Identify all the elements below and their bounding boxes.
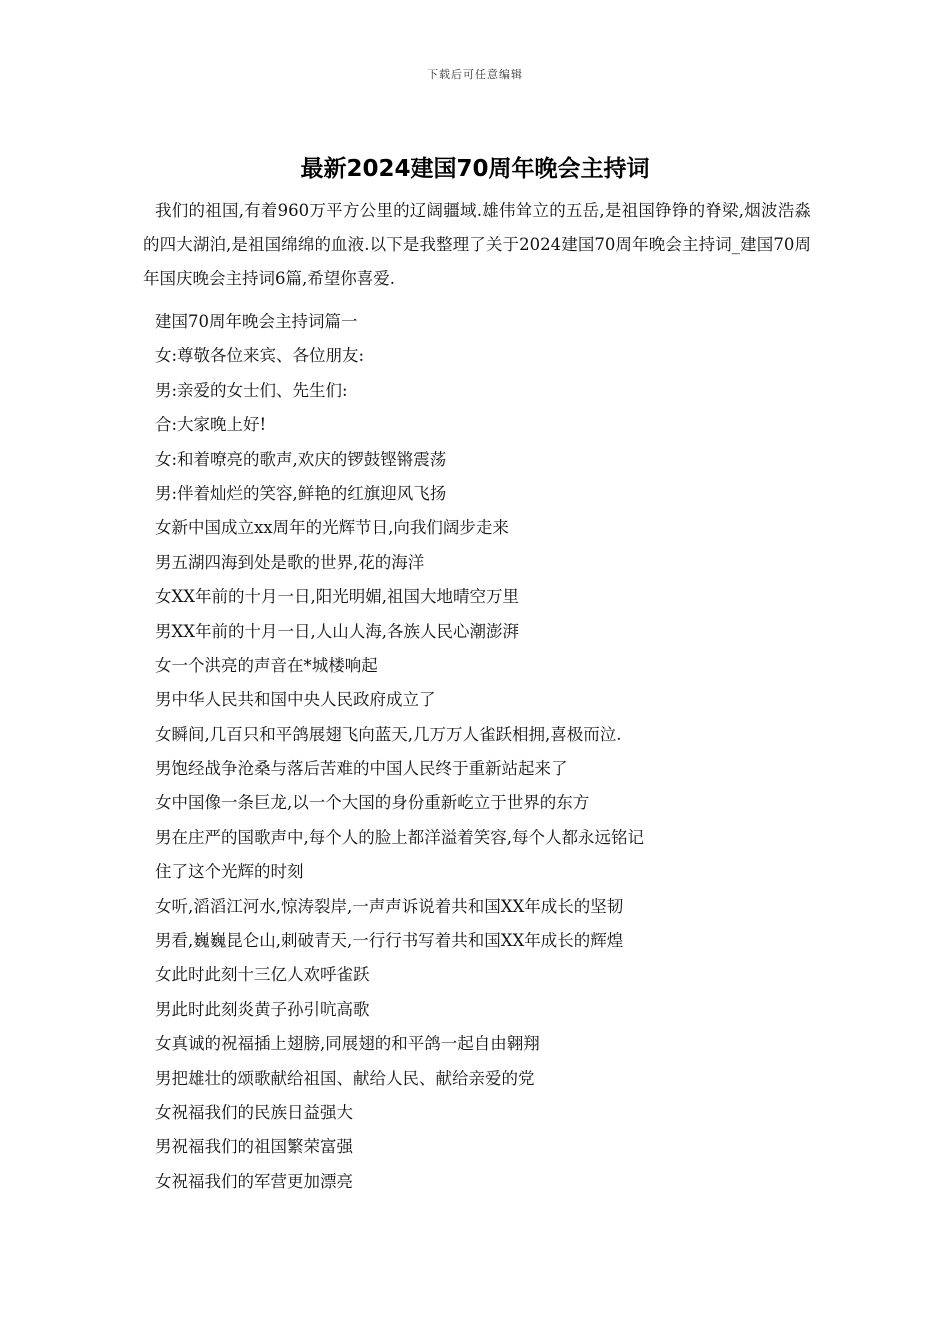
script-line: 男此时此刻炎黄子孙引吭高歌 (155, 999, 370, 1019)
script-line: 女瞬间,几百只和平鸽展翅飞向蓝天,几万万人雀跃相拥,喜极而泣. (155, 724, 622, 744)
script-line: 男在庄严的国歌声中,每个人的脸上都洋溢着笑容,每个人都永远铭记 (155, 827, 644, 847)
script-line: 女XX年前的十月一日,阳光明媚,祖国大地晴空万里 (155, 587, 519, 607)
script-line: 女新中国成立xx周年的光辉节日,向我们阔步走来 (155, 518, 509, 538)
script-line: 女:尊敬各位来宾、各位朋友: (155, 346, 365, 366)
script-line: 女祝福我们的民族日益强大 (155, 1102, 353, 1122)
script-line: 男饱经战争沧桑与落后苦难的中国人民终于重新站起来了 (155, 759, 568, 779)
script-line: 女此时此刻十三亿人欢呼雀跃 (155, 965, 370, 985)
script-line: 女祝福我们的军营更加漂亮 (155, 1171, 353, 1191)
intro-paragraph: 我们的祖国,有着960万平方公里的辽阔疆域.雄伟耸立的五岳,是祖国铮铮的脊梁,烟波浩淼的四大湖泊,是祖国绵绵的血液.以下是我整理了关于2024建国70周年晚会主持词_建国70周年国庆晚会主持词6篇,希望你喜爱. (143, 201, 811, 288)
script-lines (155, 305, 815, 1199)
script-line: 女:和着嘹亮的歌声,欢庆的锣鼓铿锵震荡 (155, 449, 447, 469)
script-line: 女听,滔滔江河水,惊涛裂岸,一声声诉说着共和国XX年成长的坚韧 (155, 896, 624, 916)
script-line: 男中华人民共和国中央人民政府成立了 (155, 690, 436, 710)
script-line: 男:伴着灿烂的笑容,鲜艳的红旗迎风飞扬 (155, 483, 447, 503)
script-line: 男:亲爱的女士们、先生们: (155, 380, 348, 400)
script-line: 男XX年前的十月一日,人山人海,各族人民心潮澎湃 (155, 621, 519, 641)
script-line: 男看,巍巍昆仑山,刺破青天,一行行书写着共和国XX年成长的辉煌 (155, 931, 624, 951)
script-line: 合:大家晚上好! (155, 415, 267, 435)
script-line: 住了这个光辉的时刻 (155, 862, 304, 882)
script-line: 男五湖四海到处是歌的世界,花的海洋 (155, 552, 425, 572)
script-line: 男祝福我们的祖国繁荣富强 (155, 1137, 353, 1157)
page-header-note: 下载后可任意编辑 (427, 68, 523, 81)
script-line: 建国70周年晚会主持词篇一 (155, 312, 358, 331)
script-line: 女一个洪亮的声音在*城楼响起 (155, 655, 378, 675)
script-line: 女中国像一条巨龙,以一个大国的身份重新屹立于世界的东方 (155, 793, 590, 813)
script-line: 男把雄壮的颂歌献给祖国、献给人民、献给亲爱的党 (155, 1068, 535, 1088)
document-title: 最新2024建国70周年晚会主持词 (300, 156, 650, 182)
script-line: 女真诚的祝福插上翅膀,同展翅的和平鸽一起自由翱翔 (155, 1034, 540, 1054)
